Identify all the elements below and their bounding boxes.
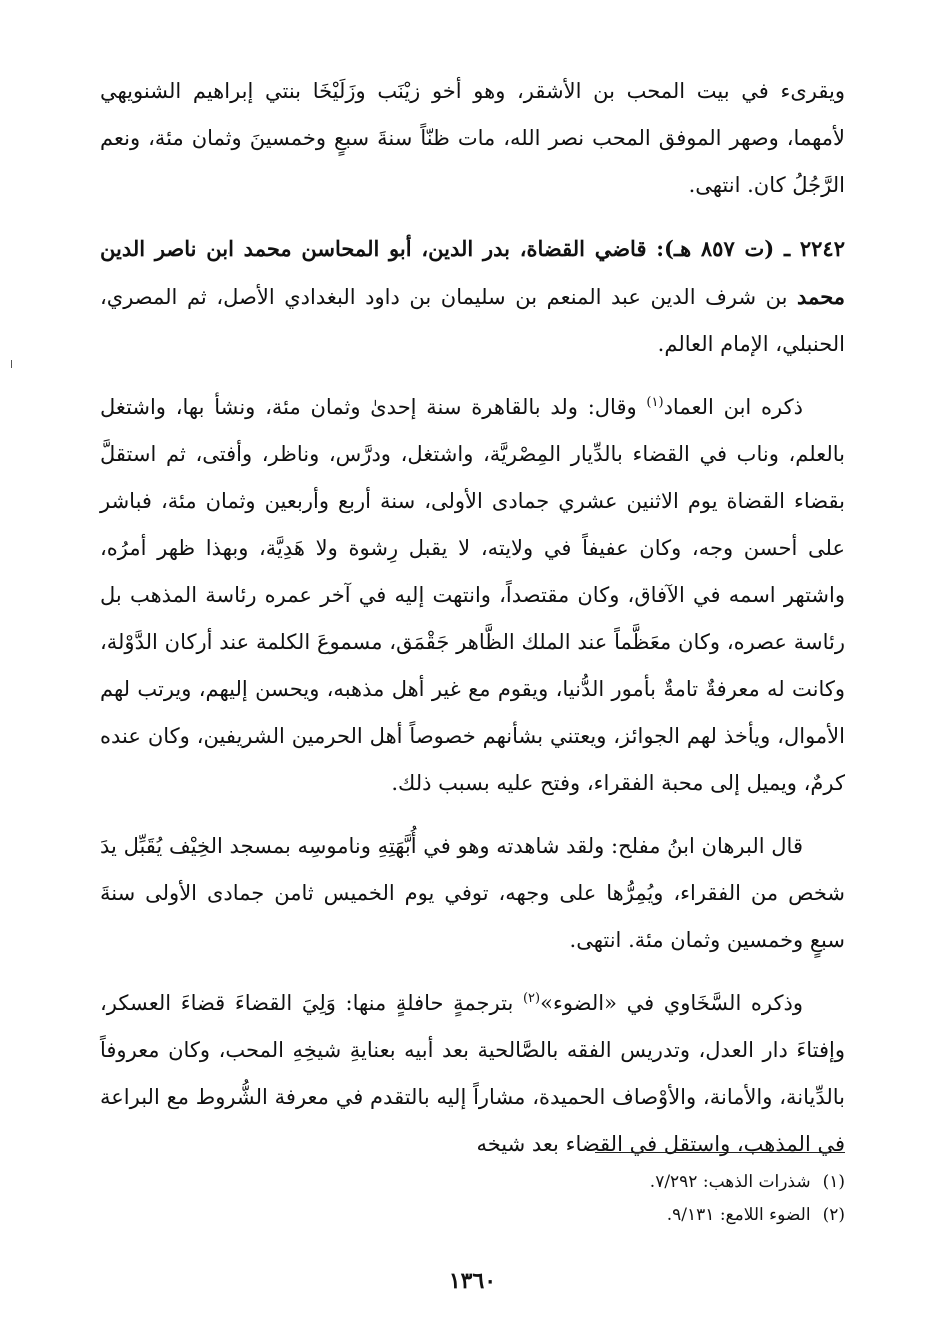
footnote-number: (٢) [822, 1205, 845, 1225]
entry-lineage: بن شرف الدين عبد المنعم بن سليمان بن داود البغدادي الأصل، ثم المصري، الحنبلي، الإمام العالم. [100, 285, 845, 356]
paragraph-sakhawi [100, 980, 845, 1168]
footnote-ref-1[interactable]: (١) [646, 395, 664, 410]
text-segment: وقال: ولد بالقاهرة سنة إحدىٰ وثمان مئة، ونشأ بها، واشتغل بالعلم، وناب في القضاء بالدِّيار المِصْريَّة، واشتغل، ودرَّس، وناظر، وأفتى، ثم استقلَّ بقضاء القضاة يوم الاثنين عشري جمادى الأولى، سنة أربع وأربعين وثمان مئة، فباشر على أحسن وجه، وكان عفيفاً في ولايته، لا يقبل رِشوة ولا هَدِيَّة، وبهذا ظهر أمرُه، واشتهر اسمه في الآفاق، وكان مقتصداً، وانتهت إليه في آخر عمره رئاسة المذهب بل رئاسة عصره، وكان معَظَّماً عند الملك الظَّاهر جَقْمَق، مسموعَ الكلمة عند أركان الدَّوْلة، وكانت له معرفةٌ تامةٌ بأمور الدُّنيا، ويقوم مع غير أهل مذهبه، ويحسن إليهم، ويرتب لهم الأموال، ويأخذ لهم الجوائز، ويعتني بشأنهم خصوصاً أهل الحرمين الشريفين، وكان عنده كرمٌ، ويميل إلى محبة الفقراء، وفتح عليه بسبب ذلك. [100, 395, 845, 795]
page-number: ١٣٦٠ [448, 1268, 497, 1294]
footnote-text: شذرات الذهب: ٧/٢٩٢. [649, 1172, 811, 1192]
text-segment: ذكره ابن العماد [663, 395, 803, 419]
page-body [100, 68, 845, 1184]
text-segment: بترجمةٍ حافلةٍ منها: وَلِيَ القضاءَ قضاءَ العسكر، وإفتاءَ دار العدل، وتدريس الفقه بالصَّالحية بعد أبيه بعنايةِ شيخِهِ المحب، وكان معروفاً بالدِّيانة، والأمانة، والأوْصاف الحميدة، مشاراً إليه بالتقدم في معرفة الشُّروط مع البراعة في المذهب، واستقل في القضاء بعد شيخه [100, 991, 845, 1156]
footnote-2 [100, 1199, 845, 1232]
paragraph-continuation: ويقرىء في بيت المحب بن الأشقر، وهو أخو زيْنَب وزَلَيْخَا بنتي إبراهيم الشنويهي لأمهما، وصهر الموفق المحب نصر الله، مات ظنّاً سنةَ سبعٍ وخمسينَ وثمان مئة، ونعم الرَّجُلُ كان. انتهى. [100, 79, 845, 197]
paragraph-ibn-al-imad [100, 384, 845, 807]
footnote-ref-2[interactable]: (٢) [522, 991, 541, 1006]
footnote-1 [100, 1166, 845, 1199]
footnote-number: (١) [822, 1172, 845, 1192]
text-segment: وذكره السَّخَاوي في «الضوء» [540, 991, 803, 1015]
margin-mark [11, 360, 12, 368]
footnote-divider [595, 1152, 845, 1153]
entry-heading: ٢٢٤٢ ـ (ت ٨٥٧ هـ): قاضي القضاة، بدر الدين، أبو المحاسن محمد ابن ناصر الدين محمد [100, 236, 845, 309]
footnote-text: الضوء اللامع: ٩/١٣١. [666, 1205, 811, 1225]
footnotes [100, 1166, 845, 1232]
biography-entry [100, 225, 845, 368]
paragraph-ibn-muflih: قال البرهان ابنُ مفلح: ولقد شاهدته وهو في أُبَّهَتِهِ وناموسِه بمسجد الخِيْف يُقَبِّل يدَ شخص من الفقراء، ويُمِرُّها على وجهه، توفي يوم الخميس ثامن جمادى الأولى سنةَ سبعٍ وخمسين وثمان مئة. انتهى. [100, 834, 845, 952]
